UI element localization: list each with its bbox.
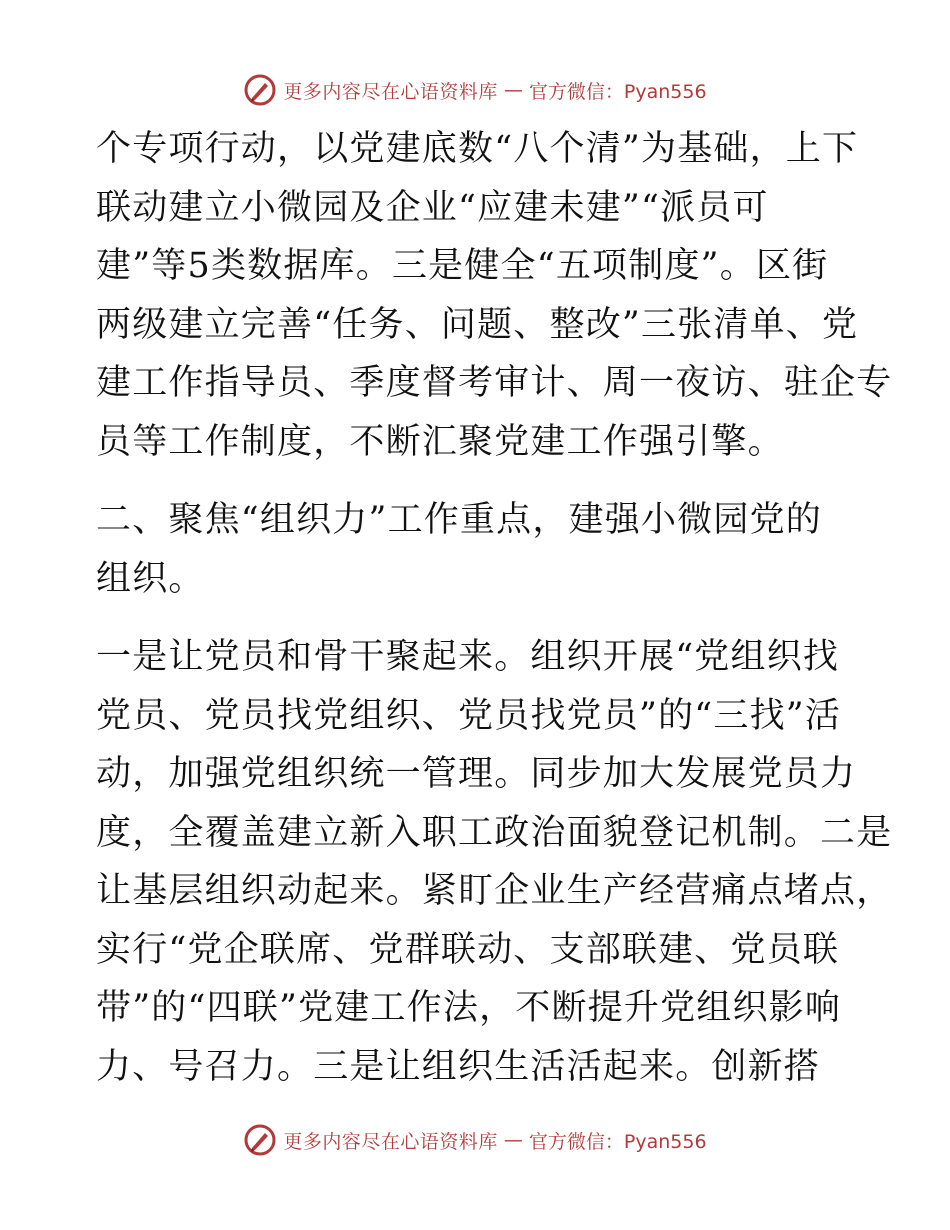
text-line: 建工作指导员、季度督考审计、周一夜访、驻企专: [96, 363, 893, 403]
section-heading: [96, 491, 856, 608]
text-line: 建”等5类数据库。三是健全“五项制度”。区街: [96, 246, 829, 286]
text-line: 党员、党员找党组织、党员找党员”的“三找”活: [96, 695, 842, 736]
paragraph-3: [96, 628, 893, 1096]
footer-watermark: [0, 1120, 950, 1160]
watermark-text: 更多内容尽在心语资料库: [283, 1130, 498, 1153]
document-body: [96, 120, 893, 1096]
watermark-text: 更多内容尽在心语资料库: [283, 80, 498, 103]
text-line: 让基层组织动起来。紧盯企业生产经营痛点堵点，: [96, 871, 893, 911]
text-line: 力、号召力。三是让组织生活活起来。创新搭: [96, 1046, 821, 1087]
text-line: 组织。: [96, 558, 205, 599]
text-line: 度，全覆盖建立新入职工政治面貌登记机制。二是: [96, 812, 893, 853]
watermark-separator: —: [503, 79, 523, 101]
text-line: 实行“党企联席、党群联动、支部联建、党员联: [96, 929, 840, 970]
watermark-contact: 官方微信：Pyan556: [528, 1130, 707, 1153]
watermark-separator: —: [503, 1129, 523, 1151]
pen-logo-icon: [243, 1123, 277, 1157]
text-line: 动，加强党组织统一管理。同步加大发展党员力: [96, 754, 857, 794]
paragraph-1: [96, 120, 893, 471]
text-line: 带”的“四联”党建工作法，不断提升党组织影响: [96, 988, 842, 1028]
text-line: 员等工作制度，不断汇聚党建工作强引擎。: [96, 421, 784, 462]
text-line: 二、聚焦“组织力”工作重点，建强小微园党的: [96, 500, 822, 540]
watermark-contact: 官方微信：Pyan556: [528, 80, 707, 103]
text-line: 联动建立小微园及企业“应建未建”“派员可: [96, 187, 769, 228]
header-watermark: [0, 70, 950, 110]
text-line: 个专项行动，以党建底数“八个清”为基础，上下: [96, 129, 859, 169]
pen-logo-icon: [243, 73, 277, 107]
text-line: 两级建立完善“任务、问题、整改”三张清单、党: [96, 304, 859, 345]
text-line: 一是让党员和骨干聚起来。组织开展“党组织找: [96, 637, 840, 677]
